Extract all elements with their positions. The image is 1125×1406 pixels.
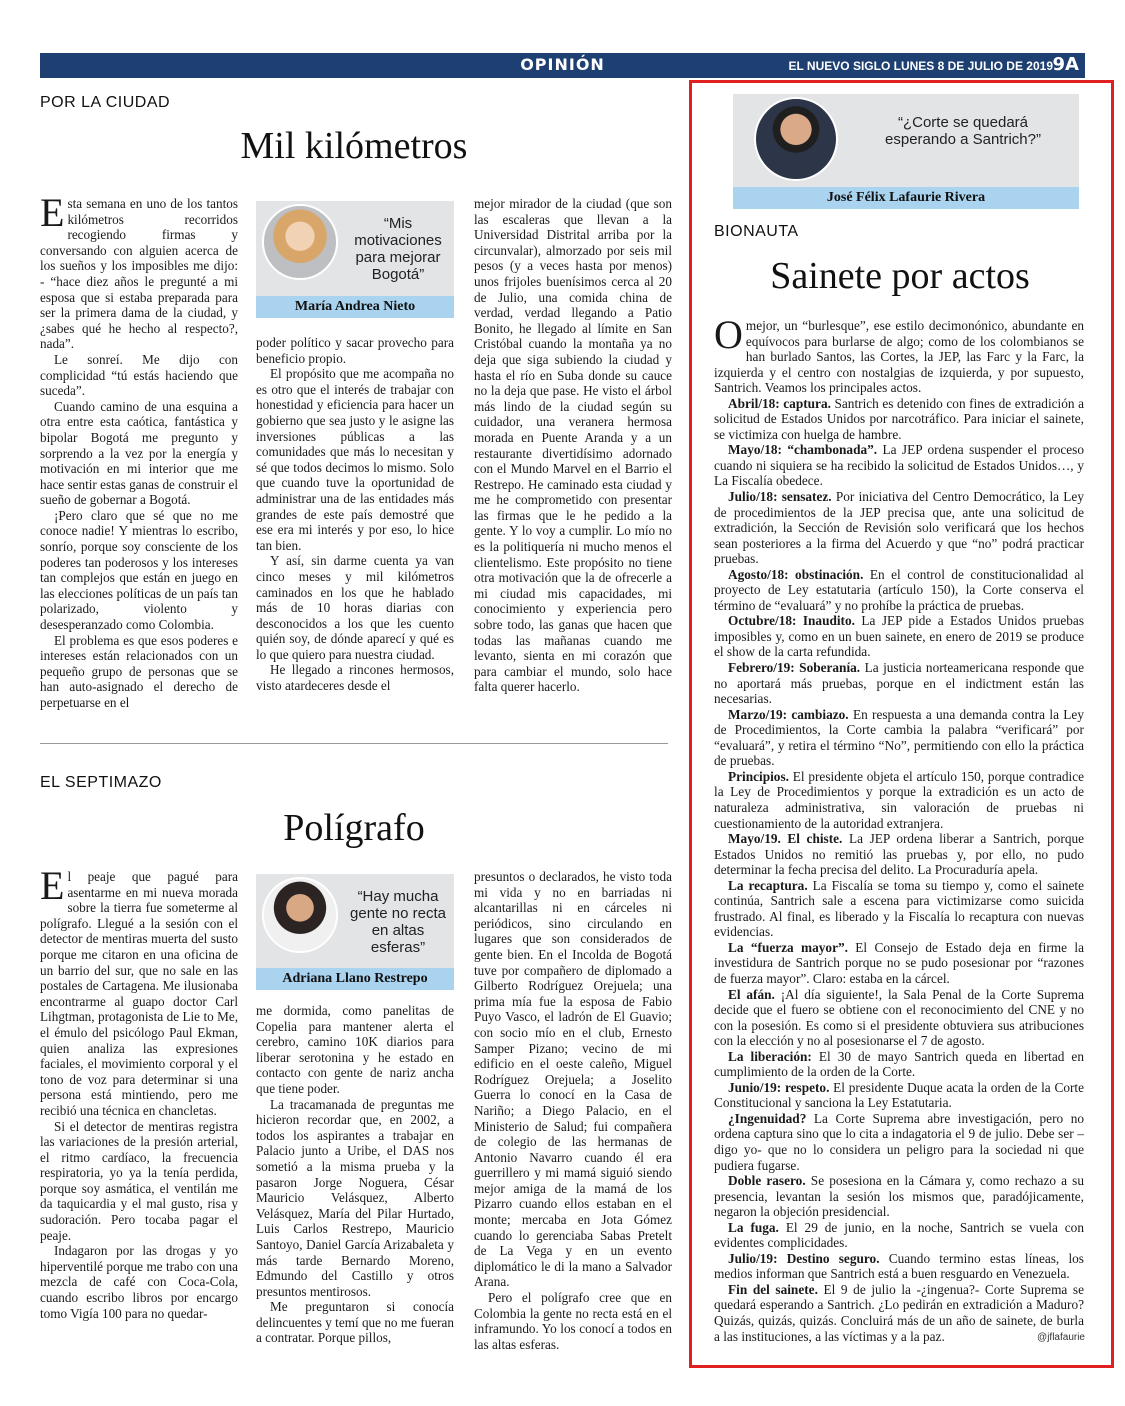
section-divider: [40, 743, 668, 744]
paragraph-text: Santrich es detenido con fines de extradición a solicitud de Estados Unidos por narcotráfico. Para iniciar el sainete, se victimiza con huelga de hambre.: [714, 395, 1084, 442]
timeline-paragraph: [714, 1080, 1084, 1111]
paragraph: He llegado a rincones hermosos, visto atardeceres desde el: [256, 662, 454, 694]
paragraph-text: ¡Al día siguiente!, la Sala Penal de la Corte Suprema decide que el fuero se obtiene con el reconocimiento del CNE y no con la posesión. Es como si el presidente obtuviera sus atribuciones con la elección y no al posesionarse el 7 de agosto.: [714, 986, 1084, 1049]
paragraph-lead: Marzo/19: cambiazo.: [728, 706, 849, 722]
article3-kicker: BIONAUTA: [714, 223, 799, 240]
paragraph-text: El presidente objeta el artículo 150, porque contradice la Ley de Procedimientos y porque la extradición es un acto de naturaleza administrativa, sin valoración de pruebas ni cuestionamiento de la autoridad extranjera.: [714, 768, 1084, 831]
paragraph-lead: Junio/19: respeto.: [728, 1079, 830, 1095]
paragraph: presuntos o declarados, he visto toda mi vida y no en barriadas ni alcantarillas ni en cárceles ni periódicos, sino circulando en lugares que son considerados de gente bien. En el Incolda de Bogotá tuve por compañero de diplomado a Gilberto Rodríguez Orejuela; una prima mía fue la esposa de Fabio Puyo Vasco, el ladrón de El Guavio; con socio mío en el club, Ernesto Samper Pizano; vecino de mi edificio en el oeste caleño, Miguel Rodríguez Orejuela; a Joselito Guerra lo conocí en la Casa de Nariño; a Diego Palacio, en el Ministerio de Salud; fui compañera de colegio de las hermanas de Antonio Navarro cuando él era guerrillero y mi mamá siguió siendo mejor amiga de la mamá de los Pizarro cuando ellos estaban en el monte; mercaba en Jota Gómez cuando lo gerenciaba Sabas Pretelt de La Vega y en un evento diplomático le di la mano a Salvador Arana.: [474, 869, 672, 1290]
article1-column-3: [474, 196, 672, 712]
timeline-paragraph: [714, 1049, 1084, 1080]
paragraph: me dormida, como panelitas de Copelia para mantener alerta el cerebro, camino 10K diarios para liberar serotonina y he estado en contacto con gente de nariz ancha que tiene poder.: [256, 1003, 454, 1096]
paragraph-text: Cuando termino estas líneas, los medios informan que Santrich está a buen resguardo en Venezuela.: [714, 1250, 1084, 1282]
timeline-paragraph: [714, 660, 1084, 707]
paragraph-lead: Principios.: [728, 768, 789, 784]
paragraph: mejor, un “burlesque”, ese estilo decimonónico, abundante en equívocos para burlarse de algo; como de los colombianos se han burlado Santos, las Cortes, la JEP, las Farc y la Farc, la izquierda y el centro con nostalgias de izquierda, y por supuesto, Santrich. Veamos los principales actos.: [714, 318, 1084, 396]
paragraph: El propósito que me acompaña no es otro que el interés de trabajar con honestidad y eficiencia para hacer un gobierno que sea justo y le asigne las inversiones públicas a las comunidades que más lo necesitan y sé que todos decimos lo mismo. Solo que cuando tuve la oportunidad de administrar una de las entidades más grandes de este país demostré que ese era mi interés y por eso, lo hice tan bien.: [256, 366, 454, 553]
article1-column-2: [256, 335, 454, 713]
paragraph-lead: Fin del sainete.: [728, 1281, 818, 1297]
paragraph: Si el detector de mentiras registra las variaciones de la presión arterial, el ritmo cardíaco, la frecuencia respiratoria, yo ya la tenía perdida, porque soy asmática, el ventilán me da taquicardia y el mal gusto, risa y sudoración. Pero tocaba pagar el peaje.: [40, 1118, 238, 1243]
author-quote: “Mis motivaciones para mejorar Bogotá”: [354, 215, 442, 283]
article1-kicker: POR LA CIUDAD: [40, 94, 171, 111]
article1-column-1: [40, 190, 238, 712]
dropcap: O: [714, 312, 743, 357]
paragraph-text: El 30 de mayo Santrich queda en libertad en cumplimiento de la orden de la Corte.: [714, 1048, 1084, 1080]
paragraph: Y así, sin darme cuenta ya van cinco meses y mil kilómetros caminados en los que he hablado más de 10 horas diarias con desconocidos a los que les cuento quién soy, de dónde aparecí y qué es lo que quiero para nuestra ciudad.: [256, 553, 454, 662]
paragraph: l peaje que pagué para asentarme en mi nueva morada sobre la tierra fue someterme al polígrafo. Llegué a la sesión con el detector de mentiras muerta del susto porque me citaron en una oficina de un barrio del sur, que no sale en las postales de Cartagena. Me ilusionaba encontrarme al guapo doctor Carl Lihgtman, protagonista de Lie to Me, el émulo del psicólogo Paul Ekman, quien analiza las expresiones faciales, el movimiento corporal y el tono de voz para determinar si una persona está mintiendo, pero me recibió una técnica en chancletas.: [40, 869, 238, 1118]
article3-title: Sainete por actos: [770, 255, 1030, 297]
paragraph-text: El 29 de junio, en la noche, Santrich se vuela con evidentes complicidades.: [714, 1219, 1084, 1251]
timeline-paragraph: [714, 1173, 1084, 1220]
timeline-paragraph: [714, 769, 1084, 831]
paragraph-lead: La recaptura.: [728, 877, 808, 893]
paragraph-text: El 9 de julio la -¿ingenua?- Corte Suprema se quedará esperando a Santrich. ¿Lo pedirán en extradición a Maduro? Quizás, quizás, quizás. Concluirá más de un año de sainete, de burla a las instituciones, a las víctimas y a la paz.: [714, 1281, 1084, 1344]
author-box: [733, 94, 1079, 209]
paragraph-text: El Consejo de Estado deja en firme la investidura de Santrich porque no se pudo posesionar por “razones de fuerza mayor”. Claro: estaba en la cárcel.: [714, 939, 1085, 986]
author-name: Adriana Llano Restrepo: [256, 968, 454, 990]
author-photo: [262, 877, 338, 953]
article2-kicker: EL SEPTIMAZO: [40, 774, 162, 791]
author-photo: [262, 204, 338, 280]
paragraph-lead: La fuga.: [728, 1219, 779, 1235]
dropcap: E: [40, 190, 65, 235]
paragraph-text: Se posesiona en la Cámara y, como rechazo a su presencia, levantan la sesión los mismos que, paradójicamente, negaron la objeción presidencial.: [714, 1173, 1085, 1220]
paragraph-lead: Doble rasero.: [728, 1173, 806, 1189]
timeline-paragraph: [714, 442, 1084, 489]
article1-title: Mil kilómetros: [240, 125, 468, 167]
timeline-paragraph: [714, 831, 1084, 878]
paragraph-text: La JEP ordena liberar a Santrich, porque Estados Unidos no remitió las pruebas y, por ello, no pudo determinar la fecha precisa del delito. La Procuraduría apela.: [714, 831, 1085, 878]
author-name: María Andrea Nieto: [256, 296, 454, 318]
paragraph-lead: Agosto/18: obstinación.: [728, 566, 864, 582]
paragraph-lead: El afán.: [728, 986, 775, 1002]
timeline-paragraph: [714, 1282, 1084, 1344]
paragraph-text: La Fiscalía se toma su tiempo y, como el sainete continúa, Santrich sale a escena para victimizarse como suicida frustrado. Al final, es liberado y la Fiscalía lo recaptura con nuevas evidencias.: [714, 877, 1084, 940]
author-box: [256, 201, 454, 318]
paragraph: Me preguntaron si conocía delincuentes y temí que no me fueran a contratar. Porque pillos,: [256, 1299, 454, 1346]
paragraph-lead: Julio/18: sensatez.: [728, 489, 832, 505]
paragraph: ¡Pero claro que sé que no me conoce nadie! Y mientras lo escribo, sonrío, porque soy consciente de los poderes tan poderosos y los intereses tan complejos que están en juego en las elecciones políticas de un país tan polarizado, violento y desesperanzado como Colombia.: [40, 507, 238, 633]
article2-title: Polígrafo: [283, 807, 425, 849]
timeline-paragraph: [714, 940, 1084, 987]
article2-column-2: [256, 1003, 454, 1351]
paragraph-lead: Mayo/19. El chiste.: [728, 831, 843, 847]
paragraph: sta semana en uno de los tantos kilómetros recorridos recogiendo firmas y conversando con alguien acerca de los sueños y los imposibles me dijo: - “hace diez años le pregunté a mi esposa que si estaba preparada para ser la primera dama de la ciudad, y ¿sabes qué he hecho al respecto?, nada”.: [40, 196, 238, 352]
paragraph-lead: La “fuerza mayor”.: [728, 939, 848, 955]
paragraph-lead: Julio/19: Destino seguro.: [728, 1250, 880, 1266]
paragraph-text: La justicia norteamericana responde que no aportará más pruebas, porque en el indictment están las necesarias.: [714, 660, 1084, 707]
paragraph: Pero el polígrafo cree que en Colombia la gente no recta está en el inframundo. Yo los conocí a todos en las altas esferas.: [474, 1290, 672, 1352]
paragraph-lead: Octubre/18: Inaudito.: [728, 613, 855, 629]
author-quote: “Hay mucha gente no recta en altas esferas”: [350, 888, 446, 956]
author-quote: “¿Corte se quedará esperando a Santrich?”: [885, 114, 1041, 148]
page-number: 9A: [1052, 54, 1079, 75]
paragraph: mejor mirador de la ciudad (que son las escaleras que llevan a la Universidad Distrital arriba por la circunvalar), almorzado por seis mil pesos (y a veces hasta por menos) unos frijoles buenísimos cerca al 20 de Julio, una comida china de verdad, verdad llegando a Patio Bonito, he llegado al límite en San Cristóbal cuando la montaña ya no deja que siga subiendo la ciudad y hasta el río en Suba donde su cauce no la deja que pase. He visto el árbol más lindo de la ciudad según su cuidador, una veranera hermosa morada en Puente Aranda y a un restaurante divertidísimo adornado con el Mundo Marvel en el Barrio el Restrepo. He caminado esta ciudad y me he comprometido con presentar las firmas que le he pedido a la gente. Y lo voy a cumplir. Lo mío no es la politiquería ni mucho menos el clientelismo. Este propósito no tiene otra motivación que la de ofrecerle a mi ciudad mis capacidades, mi conocimiento y experiencia pero sobre todo, las ganas que hacen que todas las mañanas cuando me levanto, sienta en mi corazón que para cambiar el mundo, solo hace falta querer hacerlo.: [474, 196, 672, 695]
author-name: José Félix Lafaurie Rivera: [733, 187, 1079, 209]
paragraph-lead: Febrero/19: Soberanía.: [728, 660, 861, 676]
timeline-paragraph: [714, 1220, 1084, 1251]
timeline-paragraph: [714, 1111, 1084, 1173]
author-handle: @jflafaurie: [1037, 1332, 1085, 1343]
paragraph: Le sonreí. Me dijo con complicidad “tú estás haciendo que suceda”.: [40, 351, 238, 399]
dropcap: E: [40, 863, 65, 908]
timeline-paragraph: [714, 396, 1084, 443]
paragraph: poder político y sacar provecho para beneficio propio.: [256, 335, 454, 366]
author-box: [256, 874, 454, 990]
timeline-paragraph: [714, 1251, 1084, 1282]
timeline-paragraph: [714, 489, 1084, 567]
paragraph-lead: Abril/18: captura.: [728, 395, 831, 411]
author-photo: [754, 97, 838, 181]
paragraph-text: La JEP pide a Estados Unidos pruebas imposibles y, como en un buen sainete, en enero de 2019 se produce el show de la carta refundida.: [714, 613, 1085, 660]
paragraph-text: Por iniciativa del Centro Democrático, la Ley de procedimientos de la JEP precisa que, ante una solicitud de extradición, la Sección de Revisión solo verificará que los hechos sean posteriores a la firma del Acuerdo y que “no” podrá practicar pruebas.: [714, 489, 1084, 567]
paragraph-text: El presidente Duque acata la orden de la Corte Constitucional y sanciona la Ley Estatutaria.: [714, 1079, 1085, 1111]
section-title: OPINIÓN: [520, 55, 605, 74]
timeline-paragraph: [714, 987, 1084, 1049]
timeline-paragraph: [714, 567, 1084, 614]
paragraph: La tracamanada de preguntas me hicieron recordar que, en 2002, a todos los aspirantes a trabajar en Palacio junto a Uribe, el DAS nos sometió a la misma prueba y la pasaron Jorge Noguera, César Mauricio Velásquez, Alberto Velásquez, María del Pilar Hurtado, Luis Carlos Restrepo, Mauricio Santoyo, Daniel García Arizabaleta y más tarde Bernardo Moreno, Edmundo del Castillo y otros presuntos mentirosos.: [256, 1096, 454, 1299]
paragraph-text: En el control de constitucionalidad al proyecto de Ley estatutaria (artículo 150), la Corte conserva el término de “evaluará” y no prohíbe la práctica de pruebas.: [714, 566, 1084, 613]
timeline-paragraph: [714, 613, 1084, 660]
paragraph: Indagaron por las drogas y yo hiperventilé porque me trabo con una mezcla de café con Coca-Cola, cuando escribo libros por encargo tomo Vigía 100 para no quedar-: [40, 1243, 238, 1321]
paragraph-lead: Mayo/18: “chambonada”.: [728, 442, 878, 458]
section-header-bar: [40, 53, 1085, 78]
paragraph-text: En respuesta a una demanda contra la Ley de Procedimientos, la Corte cambia la palabra “verificará” por “evaluará”, y retira el término “No”, permitiendo con ello la práctica de pruebas.: [714, 706, 1084, 769]
timeline-paragraph: [714, 878, 1084, 940]
newspaper-date-line: EL NUEVO SIGLO LUNES 8 DE JULIO DE 2019: [788, 59, 1053, 73]
paragraph: El problema es que esos poderes e intereses están relacionados con un pequeño grupo de personas que se han auto-asignado el derecho de perpetuarse en el: [40, 632, 238, 710]
paragraph: Cuando camino de una esquina a otra entre esta caótica, fantástica y bipolar Bogotá me pregunto y sorprendo a la vez por la energía y motivación en mi interior que me hace sentir estas ganas de construir el sueño de gobernar a Bogotá.: [40, 398, 238, 508]
paragraph-text: La Corte Suprema abre investigación, pero no ordena captura sino que lo cita a indagatoria el 9 de julio. Debe ser –digo yo- que no lo considera un peligro para la sociedad ni que pudiera fugarse.: [714, 1110, 1084, 1173]
article2-column-1: [40, 863, 238, 1351]
timeline-paragraph: [714, 707, 1084, 769]
paragraph-lead: La liberación:: [728, 1048, 812, 1064]
article2-column-3: [474, 869, 672, 1351]
paragraph-text: La JEP ordena suspender el proceso cuando ni siquiera se ha recibido la solicitud de Estados Unidos…, y La Fiscalía obedece.: [714, 442, 1085, 489]
paragraph-lead: ¿Ingenuidad?: [728, 1110, 807, 1126]
